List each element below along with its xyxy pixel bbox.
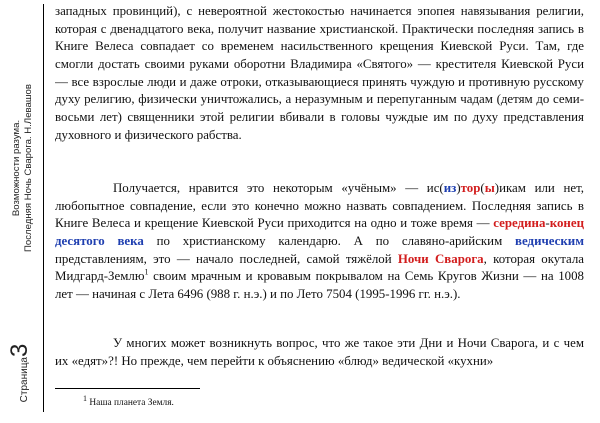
highlight-word: ведическим — [515, 233, 584, 248]
paragraph-2-text: представлениям, это — начало последней, самой тяжёлой — [55, 251, 398, 266]
footnote — [83, 393, 174, 409]
footnote-text: Наша планета Земля. — [87, 398, 174, 408]
footnote-number: 1 — [83, 393, 87, 403]
footnote-divider — [55, 388, 200, 389]
page-number — [6, 344, 34, 403]
footnote-reference[interactable]: 1 — [144, 267, 149, 277]
page-number-value: 3 — [6, 343, 33, 358]
paragraph-2-text: - — [545, 216, 550, 231]
paragraph-2-text: по христианскому календарю. А по славяно-арийским — [143, 233, 516, 248]
paragraph-2-text: ( — [480, 181, 485, 195]
highlight-word: из — [443, 181, 457, 195]
paragraph-2-text: )икам или нет, любопытное совпадение, если это конечно можно назвать совпадением. Последняя запись в Книге Велеса и крещение Киевской Руси приходится на одно и тоже время — — [55, 181, 584, 231]
paragraph-2-text: ) — [456, 181, 461, 195]
running-head-line-1: Возможности разума. — [11, 119, 22, 217]
paragraph-1: западных провинций), с невероятной жестокостью начинается эпопея навязывания религии, которая с двенадцатого века, получит название христианской. Практически последняя запись в Книге Велеса совпадает со временем насильственного крещения Киевской Руси. Там, где смогли достать своими руками оборотни Владимира «Святого» — крестителя Киевской Руси — все взрослые люди и даже отроки, отказывающиеся принять чуждую и противную русскому духу религию, физически уничтожались, а неразумным и перепуганным чадам (детям до семи-восьми лет) священники этой религии вбивали в головы чуждые им по духу представления духовного и физического рабства. — [55, 4, 584, 142]
page-label: Страница — [19, 357, 30, 403]
paragraph-2-text: своим мрачным и кровавым покрывалом на Семь Кругов Жизни — на 1008 лет — начиная с Лета 6496 (988 г. н.э.) и по Лето 7504 (1995-1996 гг. н.э.). — [55, 269, 584, 301]
highlight-word: середина — [493, 216, 546, 231]
highlight-word: тор — [460, 181, 481, 195]
page-sidebar — [0, 0, 46, 423]
running-head — [11, 84, 35, 252]
sidebar-divider — [43, 4, 44, 412]
highlight-word: Ночи Сварога — [397, 251, 484, 266]
page-body — [55, 3, 584, 377]
running-head-line-2: Последняя Ночь Сварога. Н.Левашов — [23, 84, 34, 252]
highlight-word: ы — [484, 181, 495, 195]
paragraph-2-text: , которая окутала Мидгард-Землю — [55, 251, 584, 284]
paragraph-2-text: Получается, нравится это некоторым «учёным» — ис( — [113, 181, 444, 195]
highlight-word: конец — [549, 216, 584, 231]
paragraph-2 — [55, 180, 584, 335]
paragraph-3: У многих может возникнуть вопрос, что же такое эти Дни и Ночи Сварога, и с чем их «едят»?! Но прежде, чем перейти к объяснению «блюд» ведической «кухни» — [55, 336, 584, 368]
highlight-word: десятого века — [55, 233, 144, 248]
